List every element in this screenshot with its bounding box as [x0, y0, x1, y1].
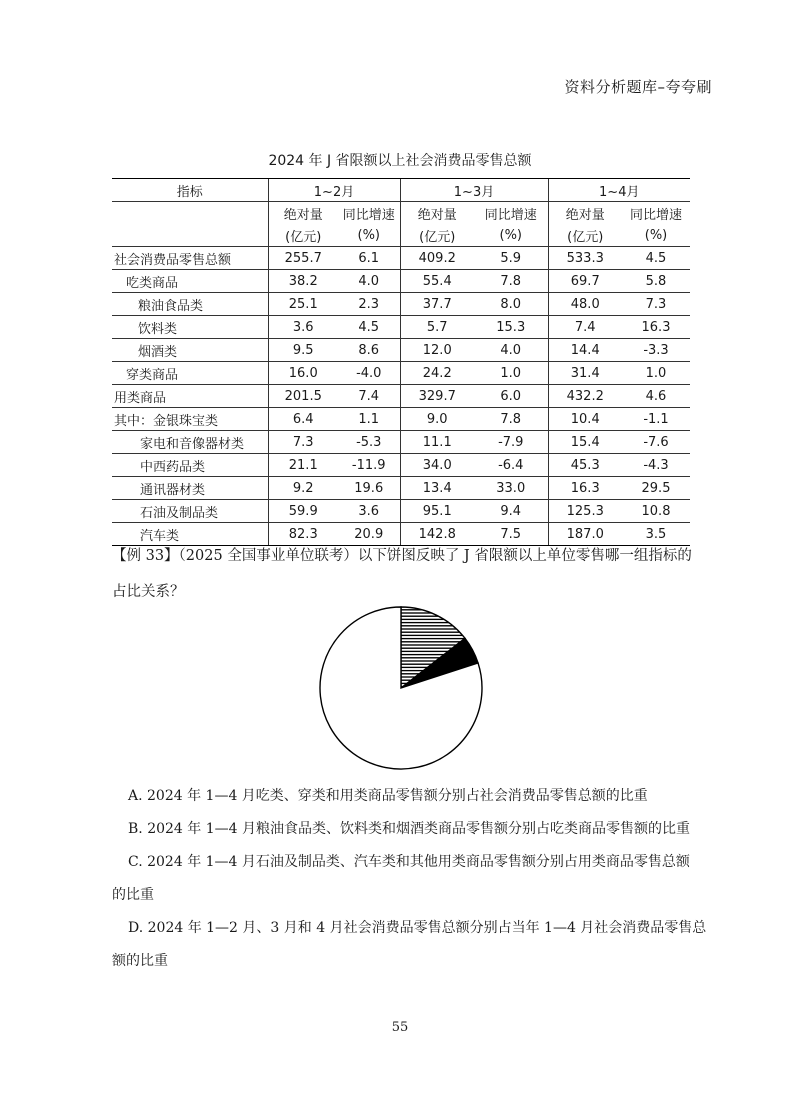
table-cell: 9.0	[400, 408, 474, 431]
table-cell: 409.2	[400, 247, 474, 270]
table-cell: 8.0	[474, 293, 548, 316]
table-cell: 9.4	[474, 500, 548, 523]
option-d-line-1: D. 2024 年 1—2 月、3 月和 4 月社会消费品零售总额分别占当年 1—4 月社会消费品零售总	[128, 920, 707, 936]
header-row-periods	[112, 179, 690, 202]
row-label: 粮油食品类	[112, 293, 268, 316]
table-cell: 95.1	[400, 500, 474, 523]
table-cell: 6.4	[268, 408, 338, 431]
option-c-continued: 的比重	[112, 887, 154, 903]
unit-yoy-3: (%)	[622, 224, 690, 247]
table-cell: 255.7	[268, 247, 338, 270]
table-cell: 187.0	[548, 523, 622, 546]
row-label: 中西药品类	[112, 454, 268, 477]
table-cell: 38.2	[268, 270, 338, 293]
row-label: 烟酒类	[112, 339, 268, 362]
indicator-header: 指标	[112, 179, 268, 202]
table-cell: 9.2	[268, 477, 338, 500]
table-cell: -3.3	[622, 339, 690, 362]
table-cell: -7.9	[474, 431, 548, 454]
table-cell: -7.6	[622, 431, 690, 454]
table-cell: 3.6	[338, 500, 400, 523]
table-cell: 7.3	[268, 431, 338, 454]
period-header-1: 1~2月	[268, 179, 400, 202]
table-row	[112, 270, 690, 293]
table-cell: 15.3	[474, 316, 548, 339]
table-cell: 29.5	[622, 477, 690, 500]
table-cell: 16.3	[548, 477, 622, 500]
table-row	[112, 247, 690, 270]
table-row	[112, 408, 690, 431]
table-cell: 7.8	[474, 408, 548, 431]
col-abs-3: 绝对量	[548, 202, 622, 225]
row-label: 汽车类	[112, 523, 268, 546]
table-row	[112, 477, 690, 500]
table-cell: 201.5	[268, 385, 338, 408]
table-cell: 6.0	[474, 385, 548, 408]
table-cell: 15.4	[548, 431, 622, 454]
table-cell: 16.3	[622, 316, 690, 339]
table-cell: 2.3	[338, 293, 400, 316]
table-cell: 432.2	[548, 385, 622, 408]
table-cell: 4.5	[338, 316, 400, 339]
pie-chart	[318, 605, 484, 771]
unit-yoy-1: (%)	[338, 224, 400, 247]
table-cell: 25.1	[268, 293, 338, 316]
table-cell: 59.9	[268, 500, 338, 523]
option-b[interactable]: B. 2024 年 1—4 月粮油食品类、饮料类和烟酒类商品零售额分别占吃类商品零售额的比重	[128, 821, 690, 837]
table-row	[112, 500, 690, 523]
option-d-continued: 额的比重	[112, 953, 168, 969]
table-cell: -5.3	[338, 431, 400, 454]
table-cell: 12.0	[400, 339, 474, 362]
answer-options	[112, 780, 707, 978]
table-title: 2024 年 J 省限额以上社会消费品零售总额	[268, 153, 532, 169]
col-yoy-3: 同比增速	[629, 207, 682, 223]
table-cell: -1.1	[622, 408, 690, 431]
retail-sales-table	[112, 178, 690, 546]
row-label: 吃类商品	[112, 270, 268, 293]
row-label: 石油及制品类	[112, 500, 268, 523]
table-cell: 7.8	[474, 270, 548, 293]
unit-abs-2: (亿元)	[400, 224, 474, 247]
table-row	[112, 339, 690, 362]
table-cell: 1.0	[474, 362, 548, 385]
page-number: 55	[391, 1020, 409, 1035]
table-cell: 20.9	[338, 523, 400, 546]
table-cell: 7.5	[474, 523, 548, 546]
table-cell: 14.4	[548, 339, 622, 362]
table-cell: 125.3	[548, 500, 622, 523]
table-cell: 31.4	[548, 362, 622, 385]
table-cell: -11.9	[338, 454, 400, 477]
row-label: 饮料类	[112, 316, 268, 339]
col-abs-2: 绝对量	[400, 202, 474, 225]
row-label: 家电和音像器材类	[112, 431, 268, 454]
table-cell: 10.4	[548, 408, 622, 431]
col-yoy-2: 同比增速	[484, 207, 537, 223]
row-label: 用类商品	[112, 385, 268, 408]
table-row	[112, 316, 690, 339]
book-header-label: 资料分析题库–夸夸刷	[564, 78, 712, 96]
table-cell: 4.0	[338, 270, 400, 293]
col-abs-1: 绝对量	[268, 202, 338, 225]
option-c[interactable]	[128, 846, 707, 879]
table-cell: 4.5	[622, 247, 690, 270]
table-cell: 9.5	[268, 339, 338, 362]
table-cell: 5.9	[474, 247, 548, 270]
table-cell: 4.0	[474, 339, 548, 362]
table-cell: 7.3	[622, 293, 690, 316]
table-cell: 6.1	[338, 247, 400, 270]
table-cell: 7.4	[548, 316, 622, 339]
table-cell: 3.6	[268, 316, 338, 339]
table-row	[112, 362, 690, 385]
table-cell: 33.0	[474, 477, 548, 500]
option-c-line-1: C. 2024 年 1—4 月石油及制品类、汽车类和其他用类商品零售额分别占用类商品零售总额	[128, 854, 690, 870]
row-label: 通讯器材类	[112, 477, 268, 500]
option-d[interactable]	[128, 912, 707, 945]
table-cell: 142.8	[400, 523, 474, 546]
table-cell: 45.3	[548, 454, 622, 477]
unit-abs-3: (亿元)	[548, 224, 622, 247]
table-cell: 13.4	[400, 477, 474, 500]
table-row	[112, 431, 690, 454]
table-cell: 7.4	[338, 385, 400, 408]
table-cell: 1.0	[622, 362, 690, 385]
table-cell: 5.8	[622, 270, 690, 293]
table-cell: 55.4	[400, 270, 474, 293]
table-cell: 1.1	[338, 408, 400, 431]
table-cell: 5.7	[400, 316, 474, 339]
table-cell: 10.8	[622, 500, 690, 523]
table-row	[112, 385, 690, 408]
table-cell: 8.6	[338, 339, 400, 362]
table-cell: 34.0	[400, 454, 474, 477]
table-cell: -6.4	[474, 454, 548, 477]
table-cell: 329.7	[400, 385, 474, 408]
option-a[interactable]: A. 2024 年 1—4 月吃类、穿类和用类商品零售额分别占社会消费品零售总额的比重	[128, 788, 648, 804]
question-line-2: 占比关系？	[112, 584, 185, 600]
table-cell: 4.6	[622, 385, 690, 408]
table-cell: 48.0	[548, 293, 622, 316]
table-cell: 21.1	[268, 454, 338, 477]
table-row	[112, 454, 690, 477]
unit-yoy-2: (%)	[474, 224, 548, 247]
row-label: 其中：金银珠宝类	[112, 408, 268, 431]
table-cell: 69.7	[548, 270, 622, 293]
question-stem	[112, 538, 702, 610]
question-line-1: 【例 33】（2025 全国事业单位联考）以下饼图反映了 J 省限额以上单位零售哪一组指标的	[112, 548, 692, 564]
table-cell: 37.7	[400, 293, 474, 316]
row-label: 社会消费品零售总额	[112, 247, 268, 270]
table-cell: 16.0	[268, 362, 338, 385]
table-cell: 533.3	[548, 247, 622, 270]
period-header-2: 1~3月	[400, 179, 548, 202]
header-row-units	[112, 224, 690, 247]
table-cell: 19.6	[338, 477, 400, 500]
table-cell: 3.5	[622, 523, 690, 546]
unit-abs-1: (亿元)	[268, 224, 338, 247]
table-row	[112, 293, 690, 316]
table-cell: 11.1	[400, 431, 474, 454]
row-label: 穿类商品	[112, 362, 268, 385]
table-cell: 24.2	[400, 362, 474, 385]
col-yoy-1: 同比增速	[342, 207, 395, 223]
period-header-3: 1~4月	[548, 179, 690, 202]
table-cell: 82.3	[268, 523, 338, 546]
header-row-measures	[112, 202, 690, 225]
table-cell: -4.3	[622, 454, 690, 477]
table-cell: -4.0	[338, 362, 400, 385]
